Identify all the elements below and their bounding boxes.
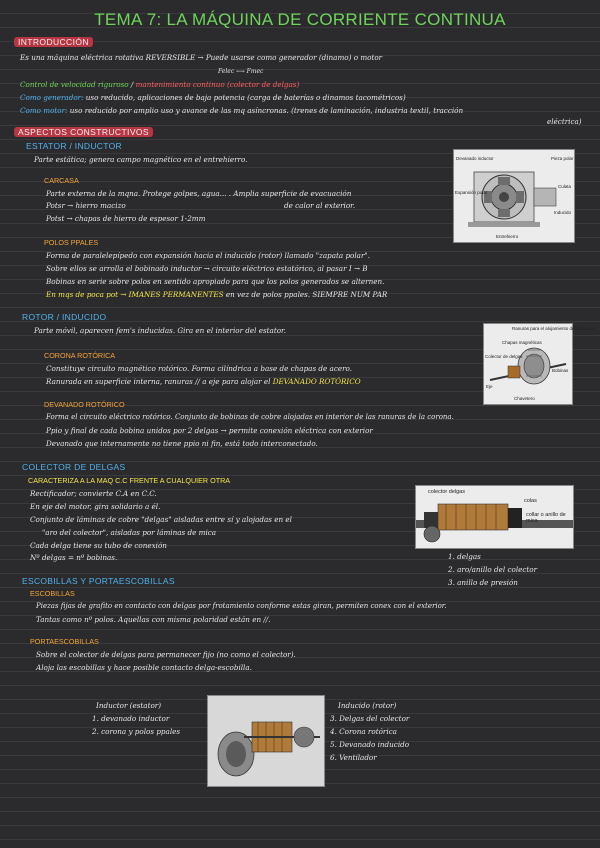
inducido-item-0: 3. Delgas del colector — [330, 714, 410, 723]
corona-l2a: Ranurada en superficie interna, ranuras // a eje para alojar el — [46, 377, 273, 386]
inducido-item-3: 6. Ventilador — [330, 753, 377, 762]
estator-fig-label-5: Entrehierro — [496, 234, 519, 239]
escobillas-heading: ESCOBILLAS Y PORTAESCOBILLAS — [22, 576, 175, 586]
estator-fig-label-0: Devanado inductor — [456, 156, 494, 161]
corona-heading: CORONA ROTÓRICA — [44, 351, 116, 360]
polos-l4b: IMANES PERMANENTES — [128, 290, 224, 299]
escobillas-l1: Piezas fijas de grafito en contacto con delgas por frotamiento conforme estas giran, permiten conex con el exterior. — [36, 602, 447, 610]
colector-fig-label-1: colas — [524, 498, 537, 504]
colector-list-2: 3. anillo de presión — [448, 578, 518, 587]
intro-motor-cont: eléctrica) — [547, 117, 582, 126]
carcasa-heading: CARCASA — [44, 176, 79, 185]
corona-l2 — [46, 377, 361, 386]
colector-sub: CARACTERIZA A LA MAQ C.C FRENTE A CUALQUIER OTRA — [28, 476, 231, 485]
estator-diagram — [454, 150, 574, 242]
colector-list-0: 1. delgas — [448, 552, 481, 561]
inductor-item-0: 1. devanado inductor — [92, 714, 170, 723]
corona-l2b: DEVANADO ROTÓRICO — [272, 377, 361, 386]
devanado-heading: DEVANADO ROTÓRICO — [44, 400, 125, 409]
intro-generator — [20, 93, 406, 102]
intro-line2: Felec ⟷ Fmec — [218, 68, 264, 75]
rotor-fig-label-0: Ranuras para el alojamiento del bobinado — [512, 326, 596, 331]
carcasa-l1: Parte externa de la mqna. Protege golpes, agua... . Amplia superficie de evacuación — [46, 189, 352, 198]
inductor-head: Inductor (estator) — [96, 701, 162, 710]
porta-l1: Sobre el colector de delgas para permanecer fijo (no como el colector). — [36, 650, 296, 659]
escobillas-sub: ESCOBILLAS — [30, 589, 75, 598]
gen-text: uso reducido, aplicaciones de baja potencia (carga de baterías o dinamos tacométricos) — [83, 93, 406, 102]
polos-l2: Sobre ellos se arrolla el bobinado inductor → circuito eléctrico estatórico, al pasar I → B — [46, 264, 368, 273]
aspectos-heading: ASPECTOS CONSTRUCTIVOS — [14, 127, 153, 137]
devanado-l1: Forma el circuito eléctrico rotórico. Conjunto de bobinas de cobre alojadas en interior de las ranuras de la corona. — [46, 413, 454, 421]
rotor-heading: ROTOR / INDUCIDO — [22, 312, 107, 322]
estator-desc: Parte estática; genera campo magnético en el entrehierro. — [34, 155, 248, 164]
rotor-diagram — [484, 324, 572, 404]
inducido-head: Inducido (rotor) — [338, 701, 397, 710]
control-a: Control de velocidad riguroso — [20, 80, 129, 89]
colector-list-1: 2. aro/anillo del colector — [448, 565, 538, 574]
estator-figure — [453, 149, 575, 243]
mot-label: Como motor: — [20, 106, 68, 115]
intro-control — [20, 80, 299, 89]
inductor-item-1: 2. corona y polos ppales — [92, 727, 181, 736]
estator-fig-label-1: Pieza polar — [551, 156, 574, 161]
polos-heading: POLOS PPALES — [44, 238, 99, 247]
rotor-fig-label-2: Colector de delgas — [485, 354, 523, 359]
devanado-l3: Devanado que internamente no tiene ppio ni fin, está todo interconectado. — [46, 439, 318, 448]
inducido-item-1: 4. Corona rotórica — [330, 727, 397, 736]
porta-heading: PORTAESCOBILLAS — [30, 637, 99, 646]
partes-figure — [207, 695, 325, 787]
carcasa-l3: Potst → chapas de hierro de espesor 1-2mm — [46, 214, 206, 223]
polos-l4a: En mqs de poca pot → — [46, 290, 129, 299]
mot-text: uso reducido por amplio uso y avance de las mq asíncronas. (trenes de laminación, industria textil, tracción — [67, 106, 464, 115]
partes-diagram — [208, 696, 324, 786]
intro-heading: INTRODUCCIÓN — [14, 37, 93, 47]
rotor-figure — [483, 323, 596, 405]
intro-motor — [20, 106, 463, 115]
colector-l1: Rectificador; convierte C.A en C.C. — [30, 489, 157, 498]
porta-l2: Aloja las escobillas y hace posible contacto delga-escobilla. — [36, 663, 252, 672]
rotor-fig-label-4: Eje — [486, 384, 493, 389]
inducido-item-2: 5. Devanado inducido — [330, 740, 410, 749]
colector-l3: Conjunto de láminas de cobre "delgas" aisladas entre sí y alojadas en el — [30, 515, 292, 524]
estator-fig-label-3: Expansión polar — [455, 190, 488, 195]
polos-l3: Bobinas en serie sobre polos en sentido apropiado para que los polos generados se alternen. — [46, 277, 385, 286]
page-title: TEMA 7: LA MÁQUINA DE CORRIENTE CONTINUA — [94, 10, 506, 29]
colector-fig-label-2: collar o anillo de mica — [526, 512, 566, 524]
escobillas-l2: Tantas como nº polos. Aquellas con misma polaridad están en //. — [36, 615, 271, 624]
colector-l4: "aro del colector", aisladas por láminas de mica — [42, 528, 217, 537]
polos-l4c: en vez de polos ppales. SIEMPRE NUM PAR — [223, 290, 388, 299]
colector-l2: En eje del motor, gira solidario a él. — [30, 502, 161, 511]
corona-l1: Constituye circuito magnético rotórico. Forma cilíndrica a base de chapas de acero. — [46, 364, 353, 373]
intro-line1: Es una máquina eléctrica rotativa REVERSIBLE → Puede usarse como generador (dinamo) o motor — [20, 53, 383, 62]
rotor-desc: Parte móvil, aparecen fem's inducidas. Gira en el interior del estator. — [34, 326, 286, 335]
colector-fig-label-0: colector delgas — [428, 489, 465, 495]
devanado-l2: Ppio y final de cada bobina unidos por 2 delgas → permite conexión eléctrica con exterior — [46, 426, 373, 435]
control-sep: / — [128, 80, 136, 89]
polos-l1: Forma de paralelepípedo con expansión hacia el inducido (rotor) llamado "zapata polar". — [46, 251, 370, 260]
gen-label: Como generador: — [20, 93, 84, 102]
rotor-fig-label-5: Chavetero — [514, 396, 535, 401]
rotor-fig-label-1: Chapas magnéticas — [502, 340, 542, 345]
colector-l5: Cada delga tiene su tubo de conexión — [30, 541, 167, 550]
colector-l6: Nº delgas = nº bobinas. — [30, 553, 118, 562]
carcasa-l2: Potsr → hierro macizo — [46, 201, 126, 210]
estator-heading: ESTATOR / INDUCTOR — [26, 141, 122, 151]
carcasa-l1b: de calor al exterior. — [284, 201, 356, 210]
estator-fig-label-2: Culata — [558, 184, 572, 189]
polos-l4 — [46, 290, 387, 299]
colector-figure — [415, 485, 574, 549]
estator-fig-label-4: Inducido — [554, 210, 572, 215]
rotor-fig-label-3: Bobinas — [552, 368, 569, 373]
control-b: mantenimiento continuo (colector de delgas) — [135, 80, 300, 89]
colector-heading: COLECTOR DE DELGAS — [22, 462, 126, 472]
